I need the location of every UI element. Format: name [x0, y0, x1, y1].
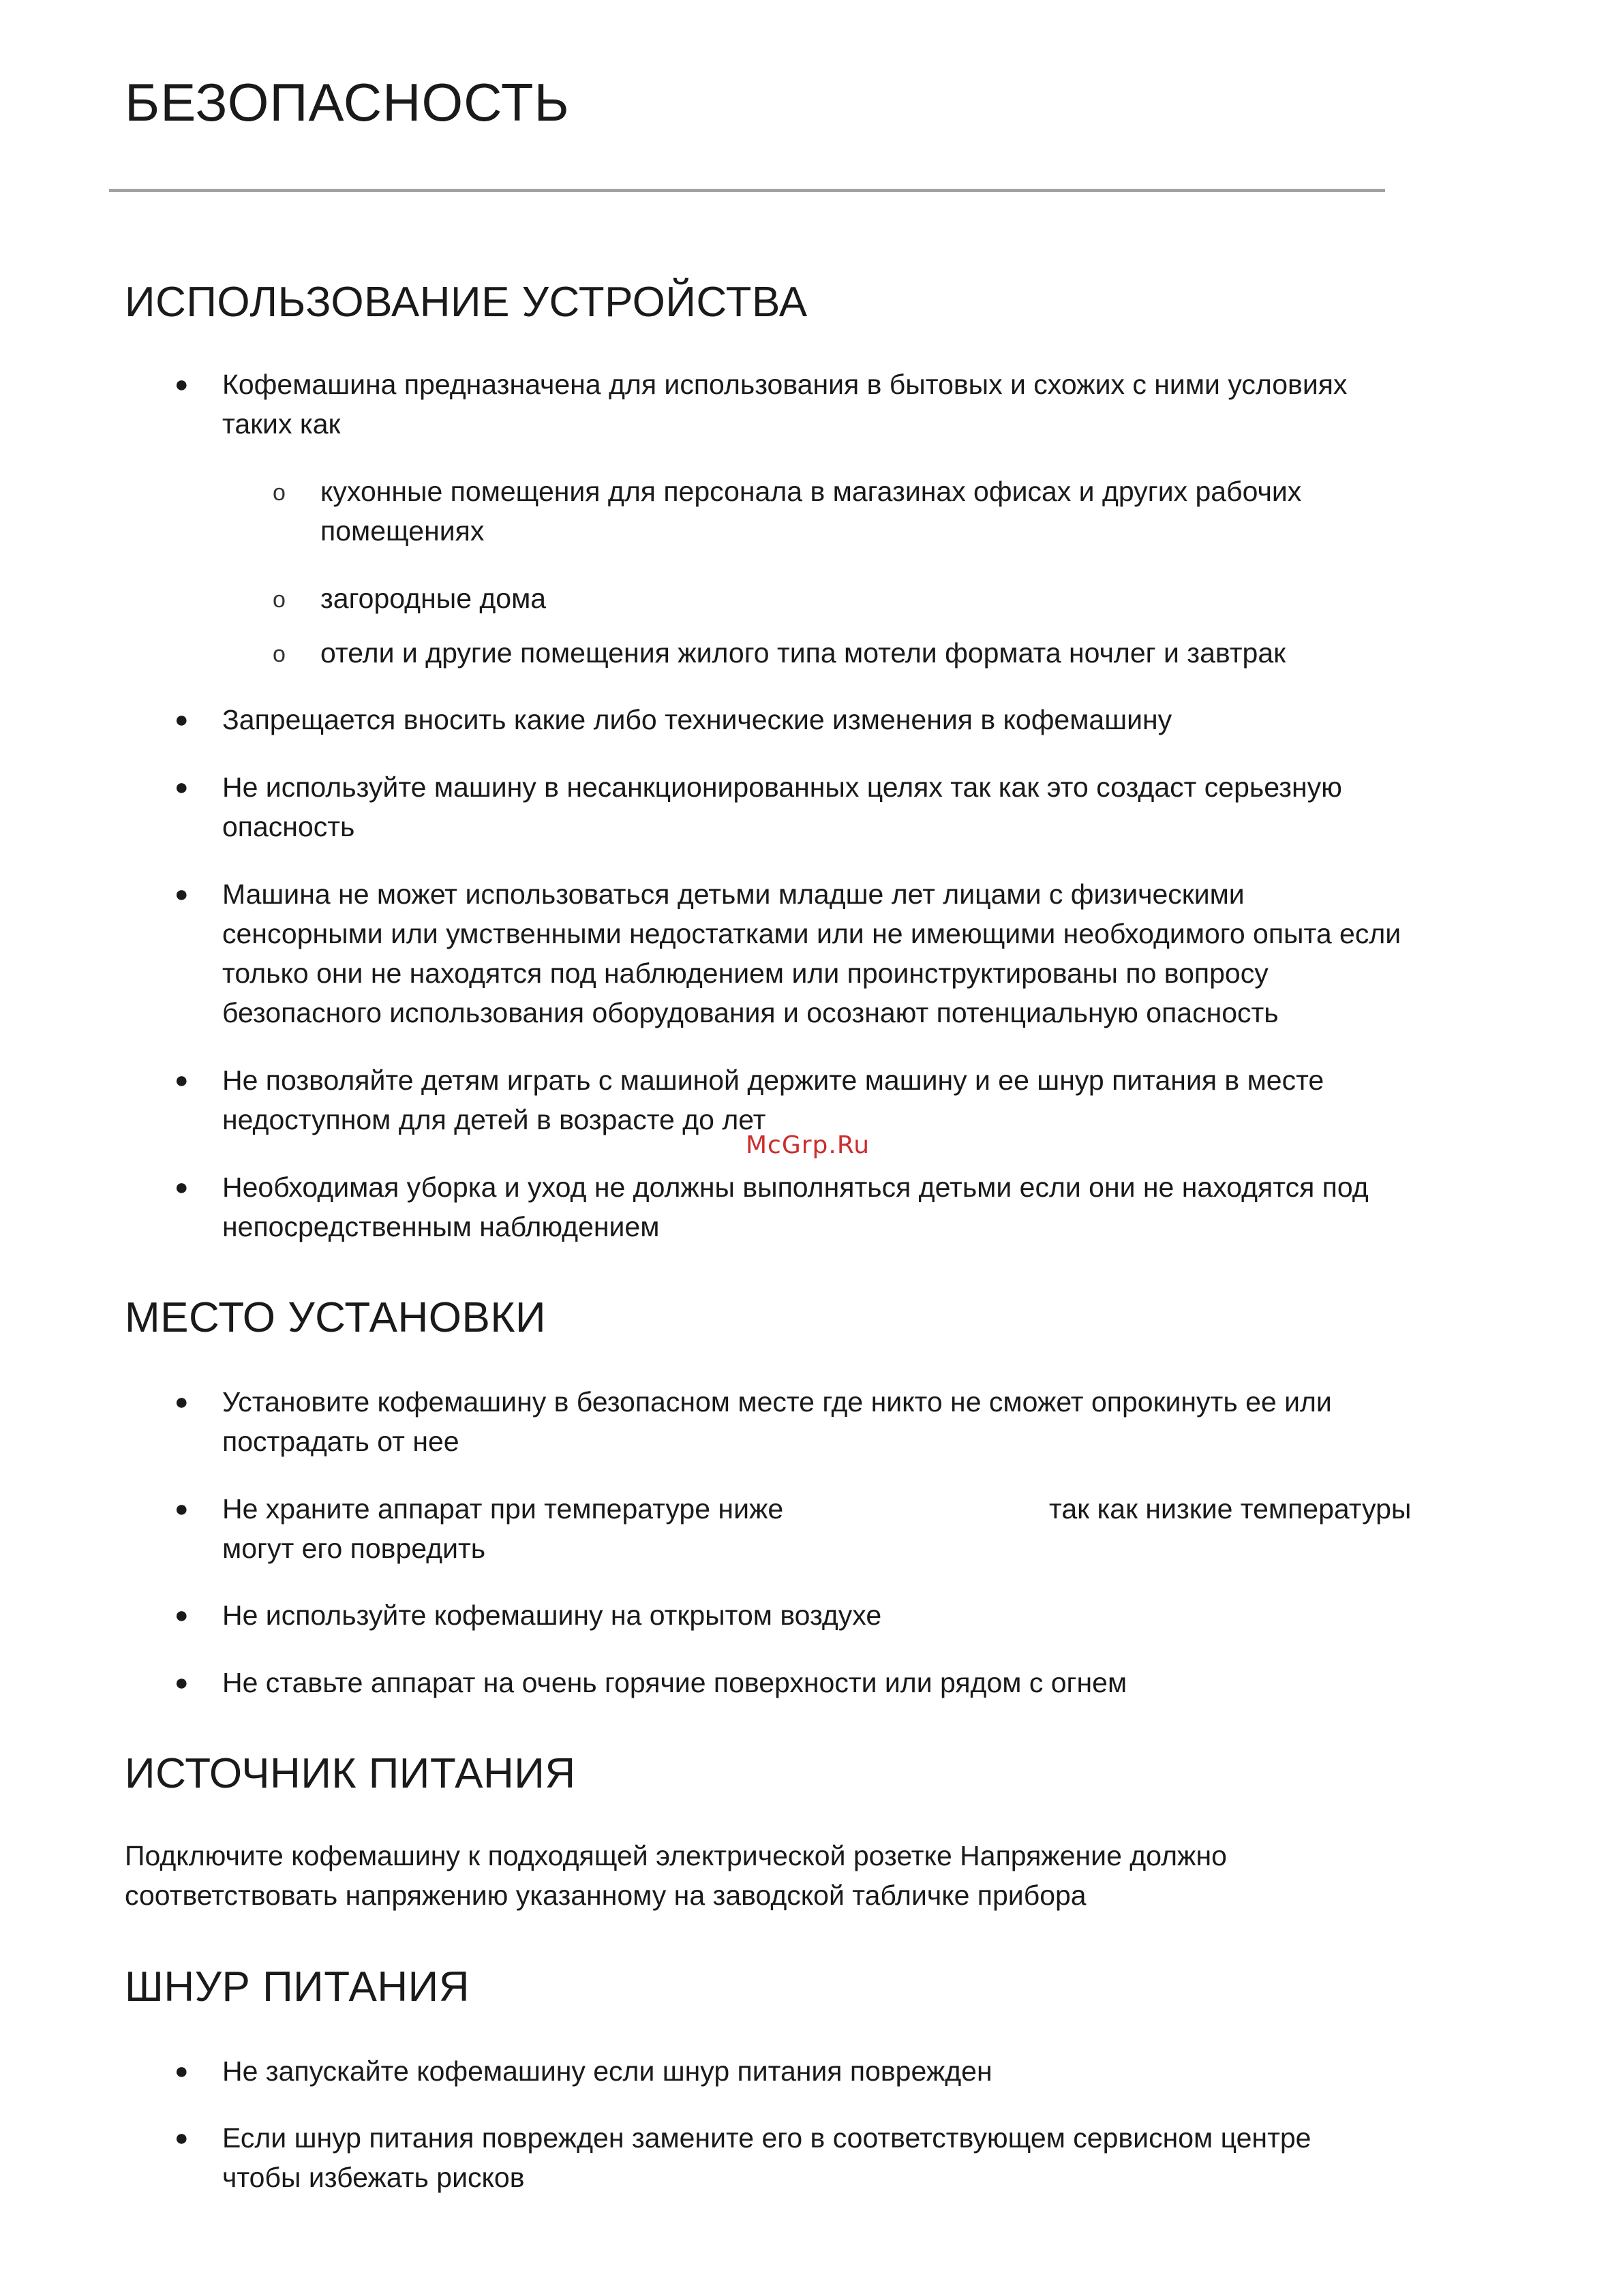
section-heading-cord: ШНУР ПИТАНИЯ [125, 1963, 470, 2010]
placement-item-1: Установите кофемашину в безопасном месте где никто не сможет опрокинуть ее или пострадать от нее [222, 1386, 1332, 1457]
placement-item-2a: Не храните аппарат при температуре ниже [222, 1493, 784, 1525]
usage-item-4: Машина не может использоваться детьми младше лет лицами с физическими сенсорными или умственными недостатками или не имеющими необходимого опыта если только они не находятся под наблюдением или проинструктированы по вопросу безопасного использования оборудования и осознают потенциальную опасность [222, 878, 1401, 1028]
sub-bullet-icon: o [273, 480, 286, 506]
bullet-icon: ● [175, 707, 189, 733]
watermark: McGrp.Ru [746, 1131, 870, 1159]
usage-item-6: Необходимая уборка и уход не должны выполняться детьми если они не находятся под непосредственным наблюдением [222, 1172, 1369, 1242]
placement-item-3: Не используйте кофемашину на открытом воздухе [222, 1599, 882, 1631]
power-paragraph: Подключите кофемашину к подходящей электрической розетке Напряжение должно соответствовать напряжению указанному на заводской табличке прибора [125, 1840, 1227, 1911]
title-divider [109, 189, 1385, 192]
bullet-icon: ● [175, 881, 189, 907]
bullet-icon: ● [175, 2058, 189, 2084]
bullet-icon: ● [175, 1670, 189, 1696]
bullet-icon: ● [175, 2125, 189, 2151]
sub-bullet-icon: o [273, 641, 286, 667]
sub-bullet-icon: o [273, 587, 286, 613]
page-title: БЕЗОПАСНОСТЬ [125, 72, 570, 132]
usage-subitem-1: кухонные помещения для персонала в магазинах офисах и других рабочих помещениях [320, 476, 1302, 547]
bullet-icon: ● [175, 1602, 189, 1628]
bullet-icon: ● [175, 1496, 189, 1522]
section-heading-power: ИСТОЧНИК ПИТАНИЯ [125, 1750, 576, 1797]
cord-item-1: Не запускайте кофемашину если шнур питания поврежден [222, 2055, 992, 2087]
section-heading-usage: ИСПОЛЬЗОВАНИЕ УСТРОЙСТВА [125, 279, 808, 326]
usage-item-5: Не позволяйте детям играть с машиной держите машину и ее шнур питания в месте недоступном для детей в возрасте до лет [222, 1065, 1324, 1135]
bullet-icon: ● [175, 1389, 189, 1415]
placement-item-4: Не ставьте аппарат на очень горячие поверхности или рядом с огнем [222, 1667, 1127, 1698]
placement-item-2c: могут его повредить [222, 1533, 486, 1564]
bullet-icon: ● [175, 774, 189, 800]
usage-subitem-2: загородные дома [320, 583, 547, 614]
cord-item-2: Если шнур питания поврежден замените его в соответствующем сервисном центре чтобы избежать рисков [222, 2122, 1311, 2193]
usage-subitem-3: отели и другие помещения жилого типа мотели формата ночлег и завтрак [320, 637, 1286, 669]
bullet-icon: ● [175, 371, 189, 397]
placement-item-2b: так как низкие температуры [1049, 1493, 1412, 1525]
usage-item-1: Кофемашина предназначена для использования в бытовых и схожих с ними условиях таких как [222, 369, 1348, 440]
bullet-icon: ● [175, 1174, 189, 1200]
usage-item-2: Запрещается вносить какие либо технические изменения в кофемашину [222, 704, 1172, 735]
section-heading-placement: МЕСТО УСТАНОВКИ [125, 1294, 547, 1341]
bullet-icon: ● [175, 1067, 189, 1093]
usage-item-3: Не используйте машину в несанкционированных целях так как это создаст серьезную опасность [222, 771, 1342, 842]
